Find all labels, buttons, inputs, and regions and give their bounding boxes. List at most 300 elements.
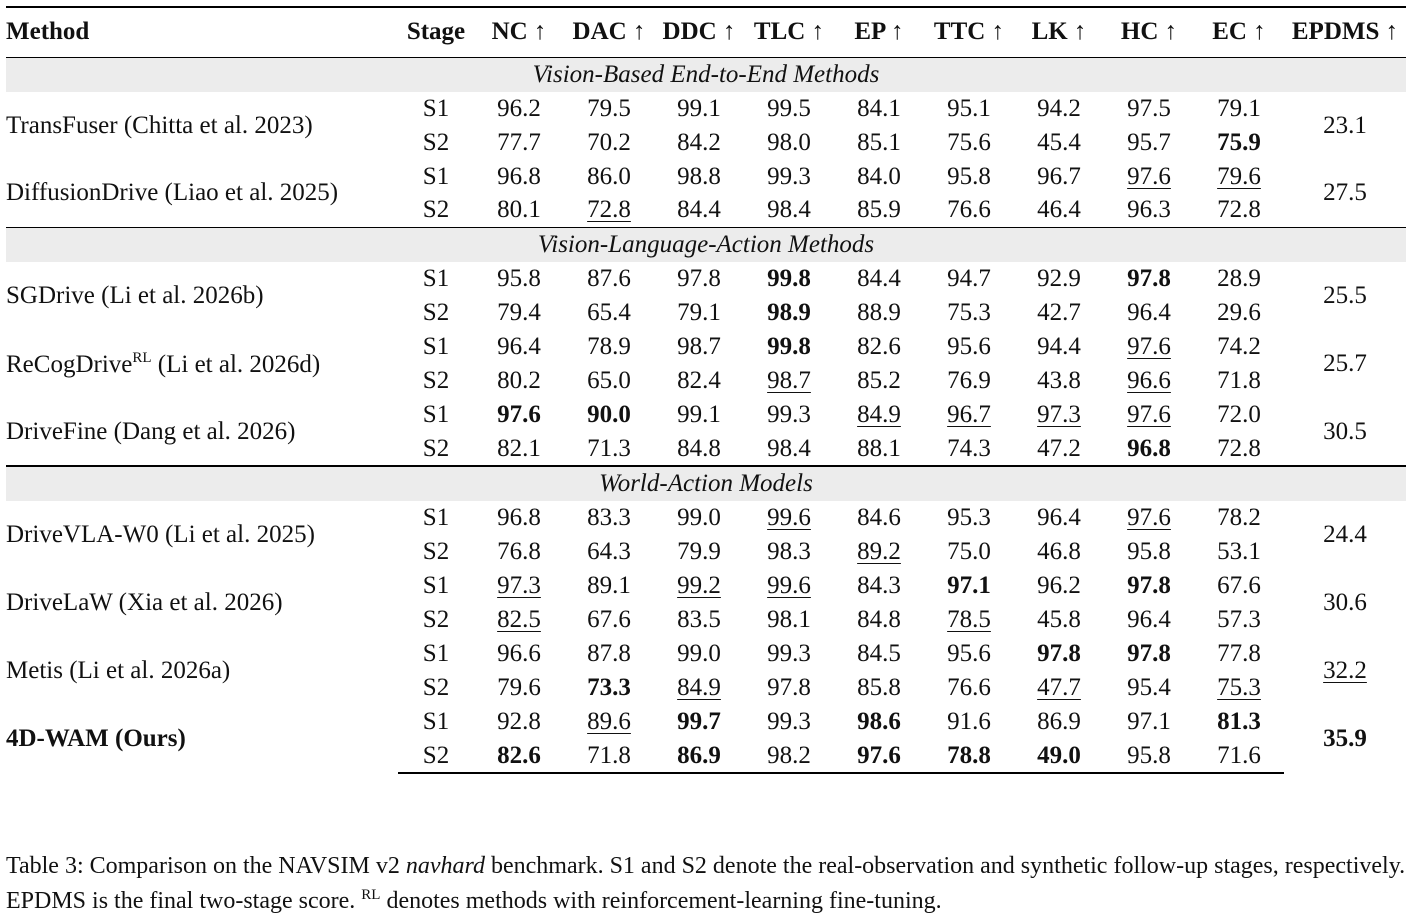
method-cell xyxy=(6,569,398,637)
metric-value: 95.3 xyxy=(947,504,991,531)
metric-value: 82.6 xyxy=(497,741,541,769)
table-row xyxy=(6,92,1406,126)
metric-cell-ec xyxy=(1194,432,1284,466)
metric-cell-ddc xyxy=(654,126,744,160)
metric-cell-dac xyxy=(564,126,654,160)
metric-value: 45.8 xyxy=(1037,606,1081,633)
header-lk: LK ↑ xyxy=(1014,7,1104,57)
metric-cell-nc xyxy=(474,432,564,466)
metric-cell-lk xyxy=(1014,296,1104,330)
metric-value: 84.9 xyxy=(677,674,721,701)
epdms-cell xyxy=(1284,569,1406,637)
metric-value: 79.1 xyxy=(677,299,721,326)
metric-value: 97.8 xyxy=(677,265,721,292)
metric-value: 80.1 xyxy=(497,196,541,224)
metric-cell-ep xyxy=(834,569,924,603)
metric-cell-nc xyxy=(474,739,564,773)
metric-value: 75.3 xyxy=(947,299,991,326)
metric-cell-hc xyxy=(1104,603,1194,637)
metric-cell-ddc xyxy=(654,432,744,466)
method-cell xyxy=(6,160,398,228)
metric-cell-dac xyxy=(564,739,654,773)
section-title: Vision-Based End-to-End Methods xyxy=(6,57,1406,92)
metric-value: 74.2 xyxy=(1217,333,1261,360)
metric-value: 95.1 xyxy=(947,94,991,122)
metric-cell-ep xyxy=(834,671,924,705)
metric-cell-lk xyxy=(1014,603,1104,637)
metric-value: 95.8 xyxy=(1127,538,1171,565)
metric-cell-nc xyxy=(474,194,564,228)
metric-cell-tlc xyxy=(744,739,834,773)
metric-value: 75.3 xyxy=(1217,674,1261,701)
metric-cell-hc xyxy=(1104,671,1194,705)
metric-cell-tlc xyxy=(744,501,834,535)
metric-value: 80.2 xyxy=(497,367,541,394)
metric-value: 97.6 xyxy=(1127,333,1171,360)
metric-cell-ddc xyxy=(654,535,744,569)
metric-cell-tlc xyxy=(744,330,834,364)
epdms-cell xyxy=(1284,637,1406,705)
metric-value: 85.1 xyxy=(857,128,901,156)
stage-cell: S1 xyxy=(422,94,450,122)
metric-cell-tlc xyxy=(744,705,834,739)
metric-value: 97.3 xyxy=(1037,401,1081,428)
metric-value: 95.6 xyxy=(947,333,991,360)
metric-value: 98.2 xyxy=(767,741,811,769)
metric-value: 77.8 xyxy=(1217,640,1261,667)
metric-cell-hc xyxy=(1104,330,1194,364)
header-ddc: DDC ↑ xyxy=(654,7,744,57)
metric-cell-hc xyxy=(1104,160,1194,194)
metric-cell-ec xyxy=(1194,671,1284,705)
method-cell xyxy=(6,262,398,330)
epdms-cell xyxy=(1284,501,1406,569)
metric-cell-ep xyxy=(834,705,924,739)
metric-cell-ep xyxy=(834,330,924,364)
metric-cell-lk xyxy=(1014,194,1104,228)
metric-value: 84.4 xyxy=(677,196,721,224)
metric-cell-tlc xyxy=(744,671,834,705)
metric-value: 95.4 xyxy=(1127,674,1171,701)
metric-value: 99.2 xyxy=(677,572,721,599)
metric-value: 91.6 xyxy=(947,708,991,735)
metric-cell-hc xyxy=(1104,739,1194,773)
metric-cell-tlc xyxy=(744,569,834,603)
metric-cell-hc xyxy=(1104,92,1194,126)
metric-value: 99.3 xyxy=(767,640,811,667)
metric-value: 74.3 xyxy=(947,434,991,462)
metric-cell-lk xyxy=(1014,126,1104,160)
metric-cell-ddc xyxy=(654,330,744,364)
metric-cell-tlc xyxy=(744,194,834,228)
caption-text-2: benchmark. S1 and S2 denote the real-observation and synthetic follow-up stages, respectively. EPDMS is the final two-stage score. xyxy=(6,853,1406,914)
table-row xyxy=(6,330,1406,364)
metric-value: 84.3 xyxy=(857,572,901,599)
metric-cell-hc xyxy=(1104,296,1194,330)
metric-cell-nc xyxy=(474,501,564,535)
table-row xyxy=(6,398,1406,432)
metric-value: 98.4 xyxy=(767,196,811,224)
metric-value: 82.1 xyxy=(497,434,541,462)
header-dac: DAC ↑ xyxy=(564,7,654,57)
metric-value: 96.4 xyxy=(1127,299,1171,326)
metric-value: 49.0 xyxy=(1037,741,1081,769)
metric-cell-nc xyxy=(474,160,564,194)
metric-cell-lk xyxy=(1014,398,1104,432)
metric-cell-hc xyxy=(1104,501,1194,535)
metric-value: 72.0 xyxy=(1217,401,1261,428)
metric-value: 81.3 xyxy=(1217,708,1261,735)
metric-cell-ttc xyxy=(924,296,1014,330)
results-table xyxy=(6,6,1406,774)
metric-value: 88.1 xyxy=(857,434,901,462)
metric-cell-dac xyxy=(564,364,654,398)
metric-value: 86.9 xyxy=(677,741,721,769)
metric-cell-ddc xyxy=(654,671,744,705)
metric-value: 78.5 xyxy=(947,606,991,633)
metric-value: 71.8 xyxy=(587,741,631,769)
metric-value: 99.3 xyxy=(767,401,811,428)
metric-value: 99.7 xyxy=(677,708,721,735)
metric-cell-ec xyxy=(1194,364,1284,398)
metric-value: 97.6 xyxy=(857,741,901,769)
section-title: Vision-Language-Action Methods xyxy=(6,228,1406,263)
metric-cell-ec xyxy=(1194,160,1284,194)
metric-value: 97.6 xyxy=(1127,504,1171,531)
metric-cell-hc xyxy=(1104,262,1194,296)
epdms-value: 27.5 xyxy=(1323,179,1367,207)
method-cell xyxy=(6,398,398,466)
metric-value: 46.8 xyxy=(1037,538,1081,565)
metric-cell-ddc xyxy=(654,364,744,398)
method-cell xyxy=(6,330,398,398)
metric-cell-dac xyxy=(564,432,654,466)
metric-value: 96.4 xyxy=(1037,504,1081,531)
stage-cell: S1 xyxy=(422,333,450,360)
metric-cell-ddc xyxy=(654,603,744,637)
metric-cell-hc xyxy=(1104,569,1194,603)
metric-cell-lk xyxy=(1014,262,1104,296)
metric-cell-ec xyxy=(1194,603,1284,637)
metric-cell-ec xyxy=(1194,705,1284,739)
metric-value: 28.9 xyxy=(1217,265,1261,292)
header-hc: HC ↑ xyxy=(1104,7,1194,57)
method-name: SGDrive (Li et al. 2026b) xyxy=(6,282,264,309)
metric-cell-lk xyxy=(1014,330,1104,364)
metric-value: 99.3 xyxy=(767,162,811,190)
epdms-cell xyxy=(1284,92,1406,160)
metric-value: 43.8 xyxy=(1037,367,1081,394)
metric-value: 99.1 xyxy=(677,94,721,122)
metric-value: 82.6 xyxy=(857,333,901,360)
metric-cell-tlc xyxy=(744,92,834,126)
header-tlc: TLC ↑ xyxy=(744,7,834,57)
metric-cell-hc xyxy=(1104,194,1194,228)
metric-value: 65.0 xyxy=(587,367,631,394)
metric-value: 99.1 xyxy=(677,401,721,428)
metric-cell-ddc xyxy=(654,160,744,194)
metric-cell-ep xyxy=(834,535,924,569)
metric-cell-dac xyxy=(564,92,654,126)
epdms-cell xyxy=(1284,705,1406,773)
metric-cell-ep xyxy=(834,501,924,535)
metric-cell-ep xyxy=(834,160,924,194)
method-name: ReCogDrive xyxy=(6,350,133,378)
metric-value: 76.6 xyxy=(947,196,991,224)
epdms-cell xyxy=(1284,398,1406,466)
metric-cell-ec xyxy=(1194,126,1284,160)
metric-value: 83.3 xyxy=(587,504,631,531)
method-name: DriveFine (Dang et al. 2026) xyxy=(6,417,296,445)
method-name: DriveLaW (Xia et al. 2026) xyxy=(6,589,283,616)
metric-cell-hc xyxy=(1104,398,1194,432)
metric-value: 94.2 xyxy=(1037,94,1081,122)
metric-value: 97.6 xyxy=(497,401,541,428)
metric-value: 71.3 xyxy=(587,434,631,462)
metric-cell-ec xyxy=(1194,330,1284,364)
metric-value: 99.0 xyxy=(677,504,721,531)
epdms-cell xyxy=(1284,262,1406,330)
epdms-value: 23.1 xyxy=(1323,111,1367,139)
metric-value: 97.8 xyxy=(1127,572,1171,599)
stage-cell: S2 xyxy=(422,674,450,701)
metric-cell-hc xyxy=(1104,705,1194,739)
table-row xyxy=(6,569,1406,603)
metric-cell-dac xyxy=(564,705,654,739)
metric-cell-dac xyxy=(564,262,654,296)
metric-value: 97.6 xyxy=(1127,401,1171,428)
method-cell xyxy=(6,92,398,160)
epdms-cell xyxy=(1284,160,1406,228)
header-ec: EC ↑ xyxy=(1194,7,1284,57)
metric-value: 71.6 xyxy=(1217,741,1261,769)
metric-cell-ttc xyxy=(924,126,1014,160)
metric-cell-tlc xyxy=(744,296,834,330)
epdms-value: 25.7 xyxy=(1323,350,1367,377)
metric-value: 89.1 xyxy=(587,572,631,599)
metric-value: 97.8 xyxy=(1037,640,1081,667)
metric-cell-dac xyxy=(564,398,654,432)
metric-value: 77.7 xyxy=(497,128,541,156)
metric-cell-dac xyxy=(564,671,654,705)
metric-value: 84.0 xyxy=(857,162,901,190)
metric-value: 96.8 xyxy=(497,162,541,190)
metric-cell-nc xyxy=(474,535,564,569)
metric-cell-ep xyxy=(834,92,924,126)
metric-value: 78.2 xyxy=(1217,504,1261,531)
metric-cell-ddc xyxy=(654,296,744,330)
caption-text-3: denotes methods with reinforcement-learning fine-tuning. xyxy=(380,888,942,914)
metric-cell-ttc xyxy=(924,603,1014,637)
metric-cell-ep xyxy=(834,637,924,671)
metric-value: 65.4 xyxy=(587,299,631,326)
metric-value: 92.8 xyxy=(497,708,541,735)
metric-cell-tlc xyxy=(744,160,834,194)
stage-cell: S2 xyxy=(422,606,450,633)
section-title: World-Action Models xyxy=(6,466,1406,501)
metric-value: 96.3 xyxy=(1127,196,1171,224)
metric-value: 88.9 xyxy=(857,299,901,326)
metric-value: 84.1 xyxy=(857,94,901,122)
metric-value: 84.9 xyxy=(857,401,901,428)
header-ttc: TTC ↑ xyxy=(924,7,1014,57)
metric-value: 87.6 xyxy=(587,265,631,292)
metric-cell-ddc xyxy=(654,739,744,773)
table-row xyxy=(6,262,1406,296)
metric-cell-ttc xyxy=(924,569,1014,603)
metric-value: 95.7 xyxy=(1127,128,1171,156)
metric-value: 85.8 xyxy=(857,674,901,701)
metric-value: 76.8 xyxy=(497,538,541,565)
header-method: Method xyxy=(6,7,398,57)
metric-value: 84.8 xyxy=(677,434,721,462)
metric-value: 79.5 xyxy=(587,94,631,122)
metric-value: 99.8 xyxy=(767,333,811,360)
metric-value: 84.2 xyxy=(677,128,721,156)
metric-cell-lk xyxy=(1014,671,1104,705)
table-row xyxy=(6,705,1406,739)
header-row xyxy=(6,7,1406,57)
metric-value: 98.8 xyxy=(677,162,721,190)
method-name: DriveVLA-W0 (Li et al. 2025) xyxy=(6,521,315,548)
metric-value: 72.8 xyxy=(1217,196,1261,224)
section-header-row xyxy=(6,228,1406,263)
metric-cell-dac xyxy=(564,330,654,364)
metric-value: 29.6 xyxy=(1217,299,1261,326)
metric-cell-ec xyxy=(1194,535,1284,569)
section-header-row xyxy=(6,466,1406,501)
metric-value: 82.4 xyxy=(677,367,721,394)
stage-cell: S2 xyxy=(422,434,450,462)
metric-value: 79.4 xyxy=(497,299,541,326)
metric-value: 79.6 xyxy=(1217,162,1261,190)
method-name: DiffusionDrive (Liao et al. 2025) xyxy=(6,179,339,207)
metric-value: 78.8 xyxy=(947,741,991,769)
metric-cell-ec xyxy=(1194,194,1284,228)
metric-value: 89.6 xyxy=(587,708,631,735)
metric-value: 79.6 xyxy=(497,674,541,701)
caption-superscript: RL xyxy=(361,887,381,903)
metric-cell-nc xyxy=(474,364,564,398)
metric-cell-lk xyxy=(1014,501,1104,535)
epdms-value: 35.9 xyxy=(1323,725,1367,752)
metric-cell-ep xyxy=(834,364,924,398)
table-caption xyxy=(6,852,1408,916)
metric-value: 97.3 xyxy=(497,572,541,599)
metric-value: 92.9 xyxy=(1037,265,1081,292)
metric-cell-nc xyxy=(474,398,564,432)
results-table-container xyxy=(6,6,1406,774)
metric-value: 67.6 xyxy=(587,606,631,633)
metric-value: 89.2 xyxy=(857,538,901,565)
metric-value: 95.6 xyxy=(947,640,991,667)
metric-cell-nc xyxy=(474,671,564,705)
caption-emphasis: navhard xyxy=(405,853,485,879)
metric-cell-ddc xyxy=(654,398,744,432)
metric-value: 96.7 xyxy=(947,401,991,428)
metric-value: 85.2 xyxy=(857,367,901,394)
metric-value: 98.7 xyxy=(767,367,811,394)
metric-cell-ttc xyxy=(924,432,1014,466)
metric-cell-ttc xyxy=(924,364,1014,398)
metric-cell-dac xyxy=(564,194,654,228)
metric-cell-dac xyxy=(564,603,654,637)
metric-value: 84.6 xyxy=(857,504,901,531)
metric-value: 53.1 xyxy=(1217,538,1261,565)
metric-value: 94.7 xyxy=(947,265,991,292)
method-citation: (Li et al. 2026d) xyxy=(151,350,321,378)
metric-value: 99.6 xyxy=(767,504,811,531)
metric-cell-ddc xyxy=(654,501,744,535)
metric-cell-ep xyxy=(834,126,924,160)
metric-value: 97.6 xyxy=(1127,162,1171,190)
metric-cell-lk xyxy=(1014,92,1104,126)
metric-cell-ec xyxy=(1194,398,1284,432)
stage-cell: S1 xyxy=(422,265,450,292)
header-stage: Stage xyxy=(398,7,474,57)
metric-value: 99.3 xyxy=(767,708,811,735)
method-cell xyxy=(6,501,398,569)
metric-cell-ec xyxy=(1194,569,1284,603)
metric-value: 76.9 xyxy=(947,367,991,394)
metric-cell-ep xyxy=(834,262,924,296)
metric-cell-lk xyxy=(1014,160,1104,194)
method-name: Metis (Li et al. 2026a) xyxy=(6,657,231,684)
metric-cell-lk xyxy=(1014,739,1104,773)
metric-value: 64.3 xyxy=(587,538,631,565)
metric-cell-ddc xyxy=(654,262,744,296)
metric-value: 97.8 xyxy=(1127,265,1171,292)
stage-cell: S2 xyxy=(422,196,450,224)
metric-value: 95.8 xyxy=(1127,741,1171,769)
metric-value: 72.8 xyxy=(587,196,631,224)
metric-value: 46.4 xyxy=(1037,196,1081,224)
epdms-value: 32.2 xyxy=(1323,657,1367,684)
metric-cell-ddc xyxy=(654,194,744,228)
metric-cell-ddc xyxy=(654,705,744,739)
metric-cell-ttc xyxy=(924,262,1014,296)
metric-cell-tlc xyxy=(744,262,834,296)
stage-cell: S1 xyxy=(422,640,450,667)
metric-cell-ep xyxy=(834,296,924,330)
metric-value: 84.8 xyxy=(857,606,901,633)
metric-cell-tlc xyxy=(744,398,834,432)
metric-value: 98.4 xyxy=(767,434,811,462)
metric-cell-ttc xyxy=(924,398,1014,432)
metric-value: 71.8 xyxy=(1217,367,1261,394)
metric-value: 82.5 xyxy=(497,606,541,633)
metric-value: 78.9 xyxy=(587,333,631,360)
epdms-cell xyxy=(1284,330,1406,398)
metric-cell-ttc xyxy=(924,160,1014,194)
metric-cell-ec xyxy=(1194,501,1284,535)
metric-cell-ttc xyxy=(924,535,1014,569)
metric-value: 96.6 xyxy=(1127,367,1171,394)
stage-cell: S1 xyxy=(422,162,450,190)
metric-value: 87.8 xyxy=(587,640,631,667)
metric-value: 47.2 xyxy=(1037,434,1081,462)
metric-cell-ttc xyxy=(924,671,1014,705)
metric-value: 42.7 xyxy=(1037,299,1081,326)
metric-value: 79.9 xyxy=(677,538,721,565)
metric-cell-nc xyxy=(474,296,564,330)
stage-cell: S2 xyxy=(422,299,450,326)
method-name: 4D-WAM (Ours) xyxy=(6,725,186,752)
metric-cell-ttc xyxy=(924,92,1014,126)
metric-value: 76.6 xyxy=(947,674,991,701)
metric-cell-ep xyxy=(834,194,924,228)
metric-cell-lk xyxy=(1014,535,1104,569)
